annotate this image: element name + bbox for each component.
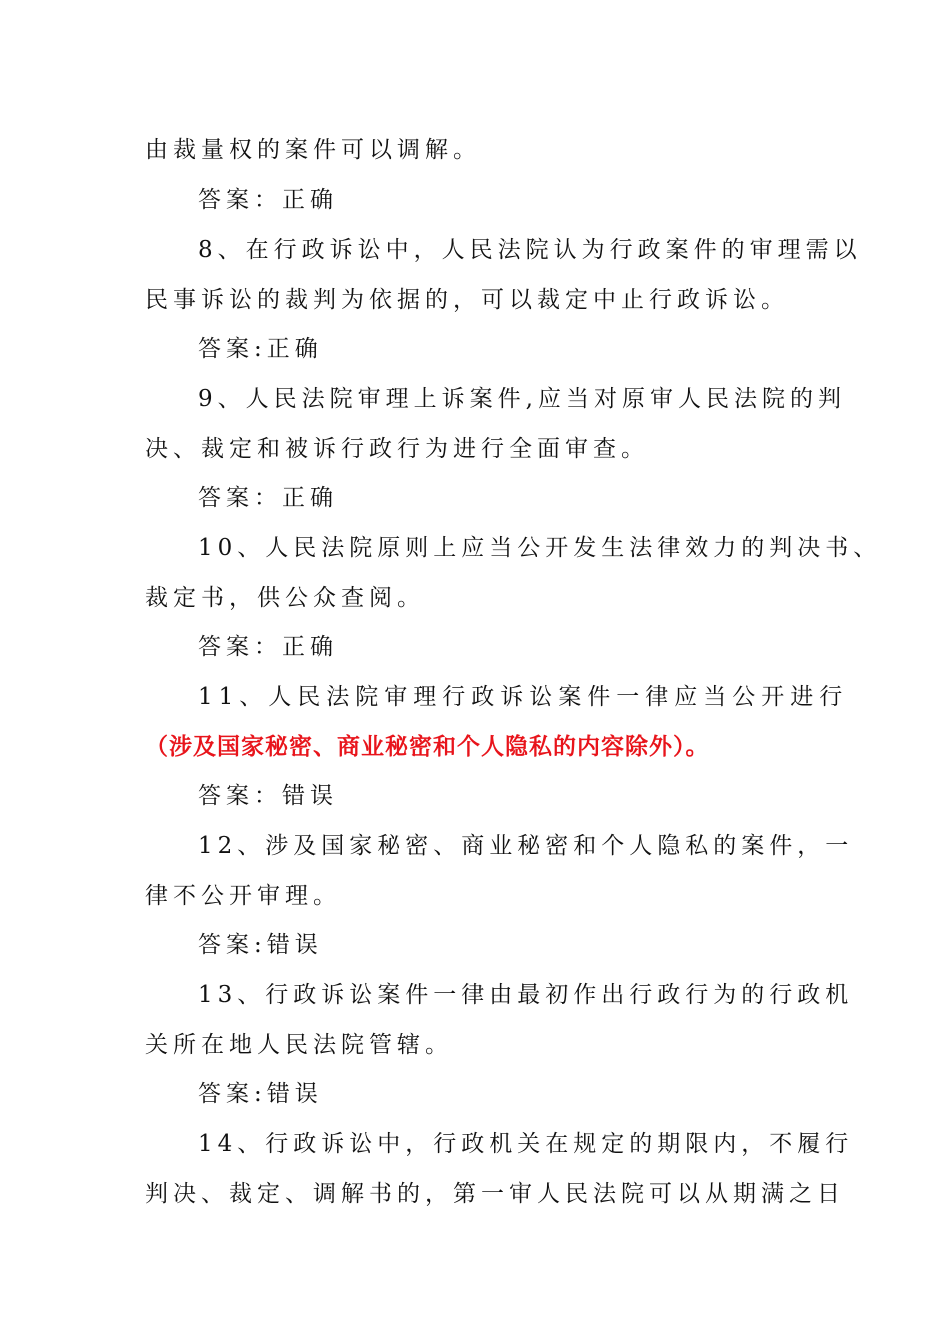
text-line: 律不公开审理。 (145, 883, 341, 909)
question-10-line: 10、人民法院原则上应当公开发生法律效力的判决书、 (198, 535, 882, 561)
answer-line: 答案：正确 (198, 634, 338, 660)
text-line: 关所在地人民法院管辖。 (145, 1032, 453, 1058)
answer-line: 答案：错误 (198, 783, 338, 809)
text-line: 决、裁定和被诉行政行为进行全面审查。 (145, 436, 649, 462)
answer-line: 答案:错误 (198, 932, 323, 958)
question-14-line: 14、行政诉讼中，行政机关在规定的期限内，不履行 (198, 1131, 854, 1157)
text-line: 判决、裁定、调解书的，第一审人民法院可以从期满之日 (145, 1181, 845, 1207)
question-12-line: 12、涉及国家秘密、商业秘密和个人隐私的案件，一 (198, 833, 854, 859)
question-13-line: 13、行政诉讼案件一律由最初作出行政行为的行政机 (198, 982, 854, 1008)
answer-line: 答案:错误 (198, 1081, 323, 1107)
answer-line: 答案：正确 (198, 485, 338, 511)
text-line: 由裁量权的案件可以调解。 (145, 137, 481, 163)
question-9-line: 9、人民法院审理上诉案件,应当对原审人民法院的判 (198, 386, 846, 412)
question-8-line: 8、在行政诉讼中，人民法院认为行政案件的审理需以 (198, 237, 862, 263)
highlighted-note: （涉及国家秘密、商业秘密和个人隐私的内容除外）。 (145, 734, 710, 760)
answer-line: 答案:正确 (198, 336, 323, 362)
answer-line: 答案：正确 (198, 187, 338, 213)
text-line: 民事诉讼的裁判为依据的，可以裁定中止行政诉讼。 (145, 287, 789, 313)
text-line: 裁定书，供公众查阅。 (145, 585, 425, 611)
question-11-line: 11、人民法院审理行政诉讼案件一律应当公开进行 (198, 684, 849, 710)
